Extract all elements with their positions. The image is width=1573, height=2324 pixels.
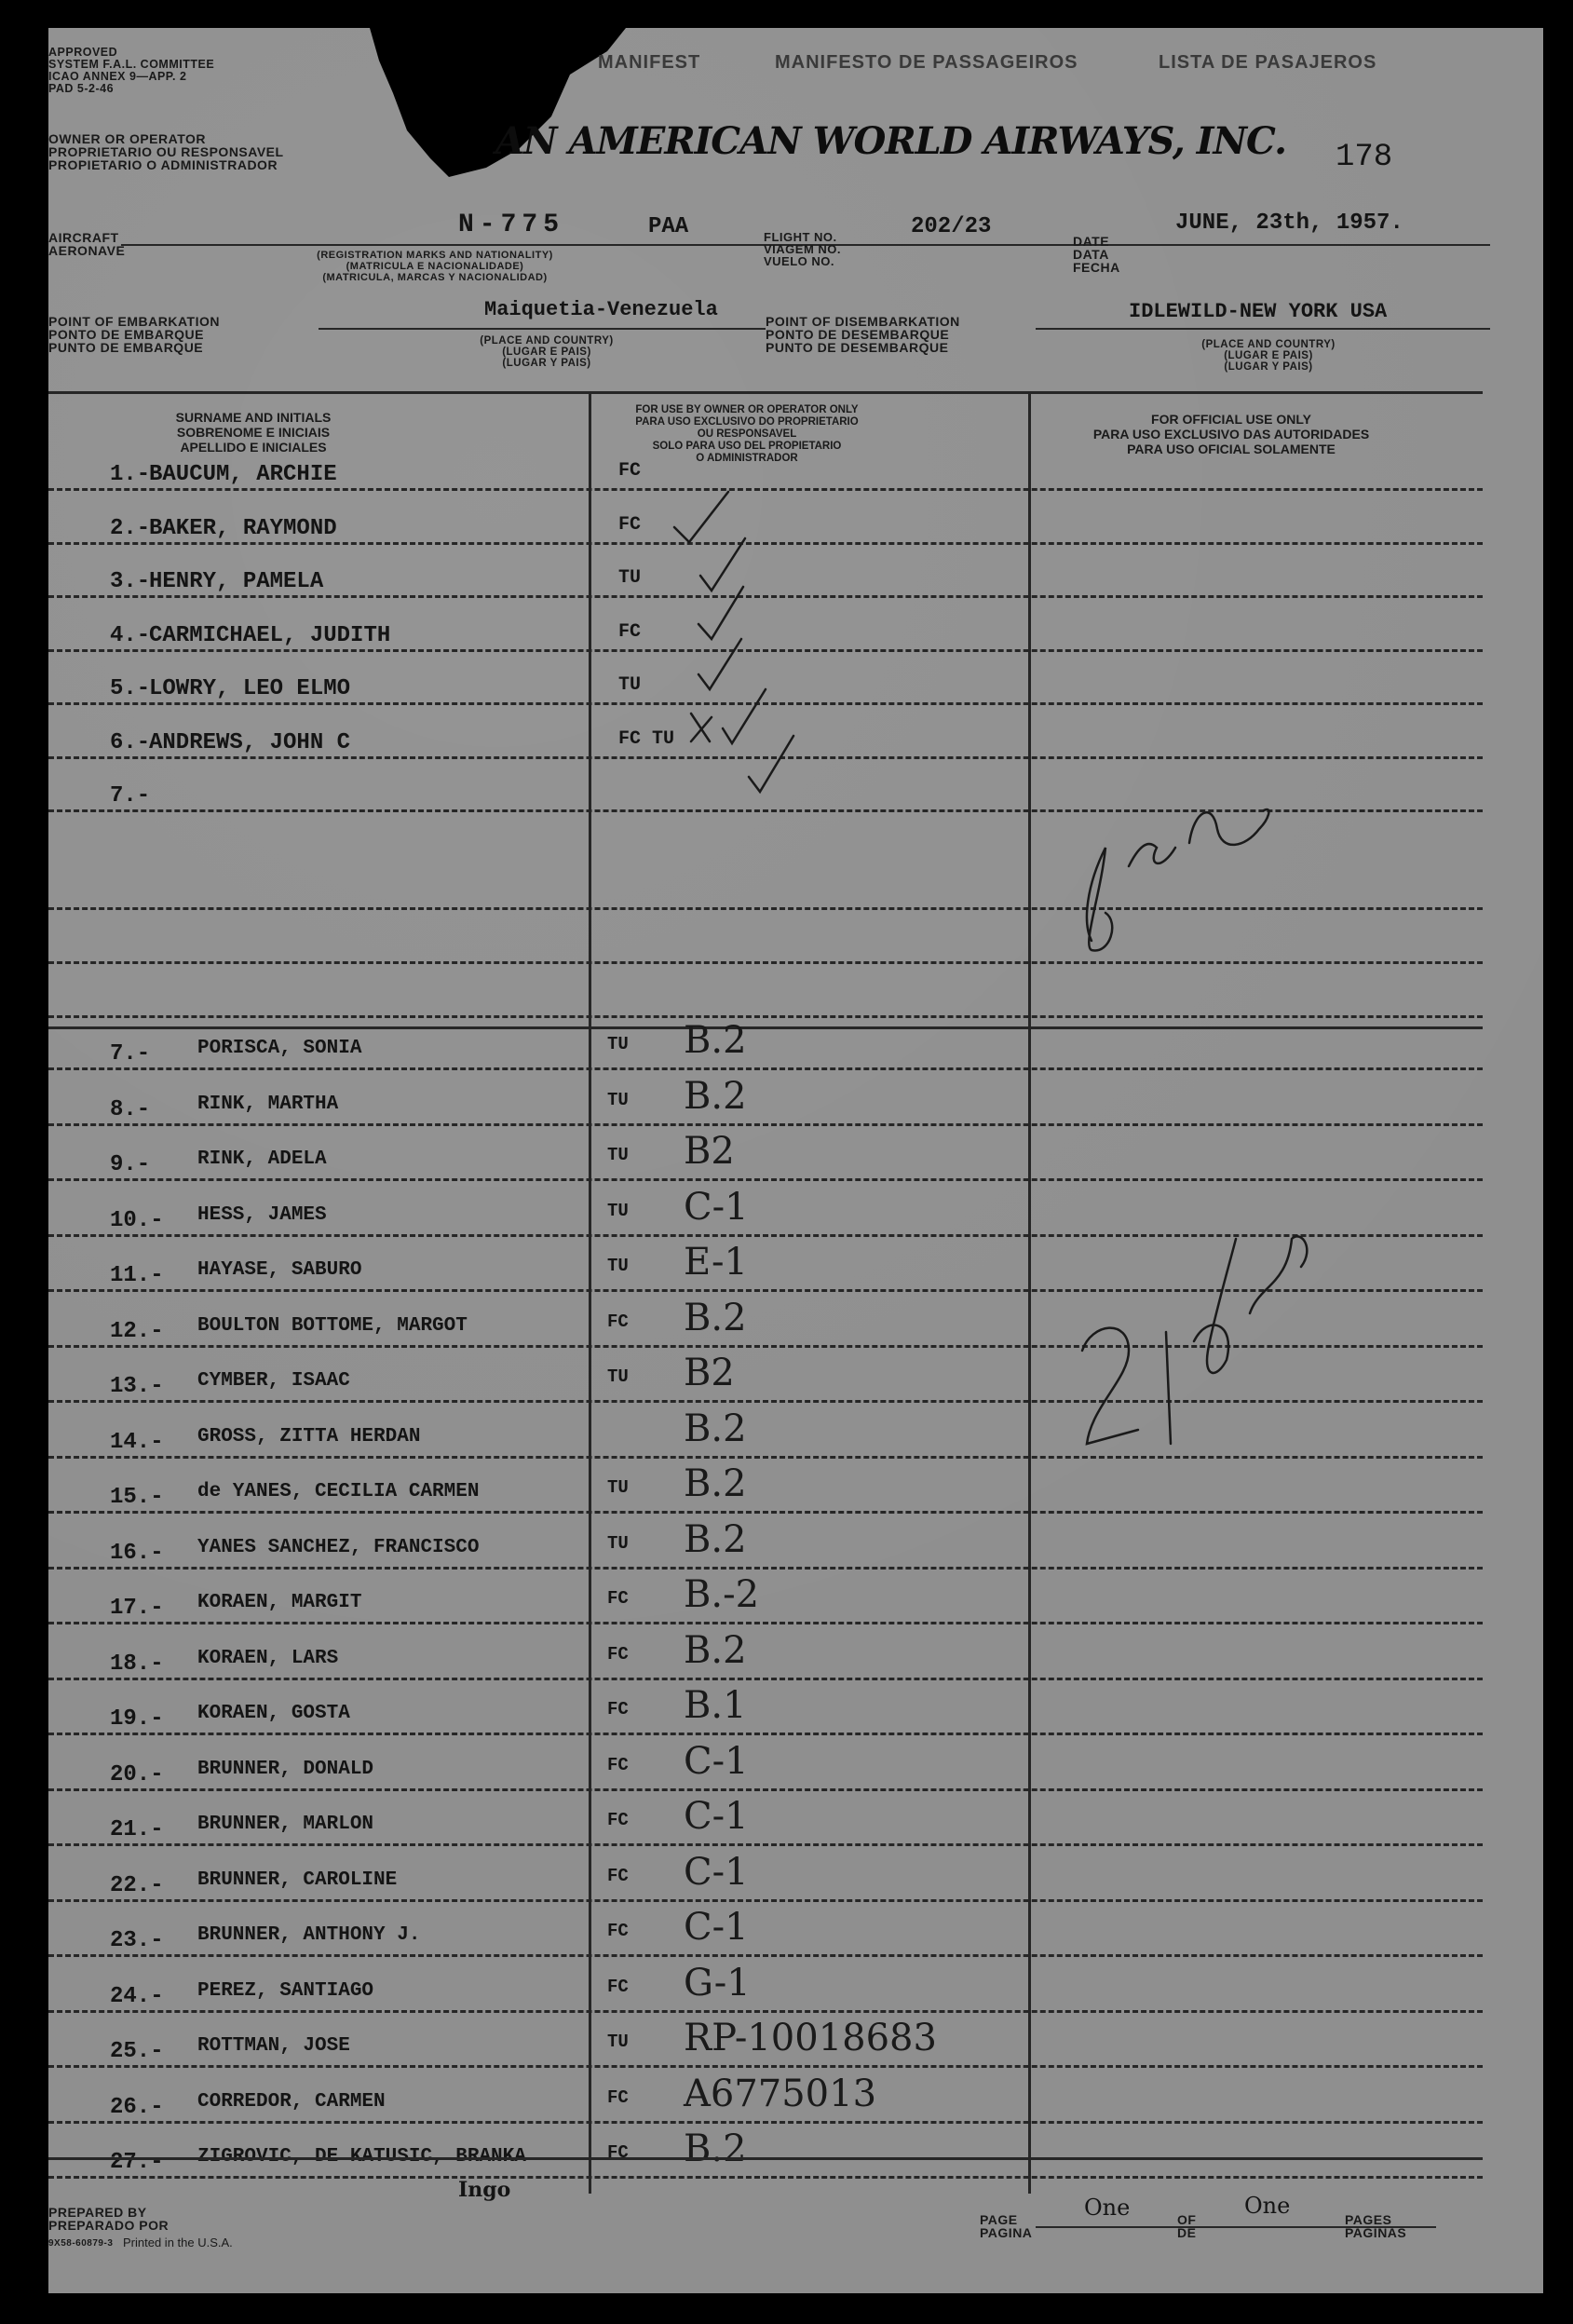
passenger-name: RINK, ADELA (197, 1148, 327, 1170)
passenger-name: YANES SANCHEZ, FRANCISCO (197, 1536, 480, 1558)
passenger-name: RINK, MARTHA (197, 1093, 339, 1115)
class-code: FC (607, 2086, 629, 2108)
disembark-place-labels: (PLACE AND COUNTRY) (LUGAR E PAIS) (LUGAR Y PAIS) (1201, 339, 1336, 373)
row-number: 14.- (110, 1429, 164, 1455)
row-rule (48, 1622, 1483, 1624)
seat-note: C-1 (684, 1906, 749, 1949)
row-number: 25.- (110, 2039, 164, 2064)
class-code: TU (607, 1034, 629, 1054)
passenger-name: ROTTMAN, JOSE (197, 2035, 350, 2057)
passenger-name: de YANES, CECILIA CARMEN (197, 1481, 480, 1502)
passenger-name: CORREDOR, CARMEN (197, 2090, 386, 2113)
row-number: 16.- (110, 1540, 164, 1566)
class-code: FC (607, 1810, 629, 1830)
seat-note: B.2 (684, 1019, 747, 1062)
row-number: 6.- (110, 729, 151, 755)
row-number: 18.- (110, 1651, 164, 1677)
passenger-name: LOWRY, LEO ELMO (149, 676, 351, 701)
embark-value: Maiquetia-Venezuela (484, 298, 718, 321)
row-number: 20.- (110, 1761, 164, 1787)
passenger-name: ANDREWS, JOHN C (149, 729, 351, 755)
of-value: One (1244, 2193, 1291, 2219)
seat-note: B.2 (684, 1517, 747, 1561)
embark-place-labels: (PLACE AND COUNTRY) (LUGAR E PAIS) (LUGAR Y PAIS) (480, 335, 614, 369)
row-rule (48, 907, 1483, 910)
seat-note: B2 (684, 1352, 735, 1394)
passenger-name: BOULTON BOTTOME, MARGOT (197, 1314, 468, 1337)
operator-value: PAA (648, 214, 689, 239)
pages-labels: PAGES PAGINAS (1345, 2212, 1407, 2240)
flight-value: 202/23 (911, 214, 992, 239)
col-divider-2 (1028, 391, 1031, 2194)
row-rule (48, 1788, 1483, 1791)
form-code: 9X58-60879-3 (48, 2238, 114, 2249)
section-rule (48, 1026, 1483, 1029)
airline-name: AN AMERICAN WORLD AIRWAYS, INC. (495, 119, 1287, 163)
embark-underline (319, 328, 766, 330)
class-code: TU (618, 674, 642, 696)
manifest-sheet (48, 28, 1543, 2293)
row-rule (48, 2121, 1483, 2124)
row-rule (48, 1511, 1483, 1514)
page-value: One (1084, 2195, 1131, 2221)
row-number: 17.- (110, 1596, 164, 1621)
row-rule (48, 809, 1483, 812)
row-rule (48, 1954, 1483, 1957)
seat-note: C-1 (684, 1185, 749, 1229)
row-number: 11.- (110, 1263, 164, 1288)
class-code: FC (618, 620, 642, 643)
class-code: TU (607, 1200, 629, 1221)
row-number: 4.- (110, 622, 151, 648)
passenger-name: HENRY, PAMELA (149, 569, 324, 594)
row-number: 27.- (110, 2150, 164, 2175)
seat-note: B.1 (684, 1684, 747, 1727)
class-code: FC (607, 1588, 629, 1609)
seat-note: B.2 (684, 1074, 747, 1118)
seat-note: C-1 (684, 1739, 749, 1783)
disembark-underline (1036, 328, 1490, 330)
embark-labels: POINT OF EMBARKATION PONTO DE EMBARQUE PUNTO DE EMBARQUE (48, 314, 220, 355)
seat-note: A6775013 (684, 2072, 877, 2115)
seat-note: C-1 (684, 1850, 749, 1894)
seat-note: B.2 (684, 2127, 747, 2170)
seat-note: B.-2 (684, 1573, 760, 1616)
seat-note: RP-10018683 (684, 2017, 937, 2059)
header-rule (48, 391, 1483, 394)
page-number: 178 (1336, 140, 1393, 175)
passenger-name: BAUCUM, ARCHIE (149, 462, 337, 487)
owner-col-header: FOR USE BY OWNER OR OPERATOR ONLY PARA USO EXCLUSIVO DO PROPRIETARIO OU RESPONSAVEL SOLO PARA USO DEL PROPIETARIO O ADMINISTRADOR (635, 404, 859, 464)
row-rule (48, 1123, 1483, 1126)
passenger-name: BRUNNER, CAROLINE (197, 1869, 398, 1891)
page-labels: PAGE PAGINA (980, 2212, 1033, 2240)
seat-note: B.2 (684, 1462, 747, 1505)
check-2 (700, 538, 745, 591)
surname-col-header: SURNAME AND INITIALS SOBRENOME E INICIAIS APELLIDO E INICIALES (175, 410, 332, 455)
row-number: 7.- (110, 783, 151, 809)
row-number: 22.- (110, 1872, 164, 1898)
disembark-labels: POINT OF DISEMBARKATION PONTO DE DESEMBARQUE PUNTO DE DESEMBARQUE (766, 314, 960, 355)
row-rule (48, 756, 1483, 759)
manifest-title: MANIFEST (598, 52, 701, 73)
printed-note: Printed in the U.S.A. (123, 2236, 233, 2249)
passenger-name: BAKER, RAYMOND (149, 515, 337, 541)
class-code: FC (607, 1865, 629, 1886)
passenger-name: CARMICHAEL, JUDITH (149, 622, 391, 648)
registration-value: N-775 (458, 211, 565, 239)
passenger-name: BRUNNER, ANTHONY J. (197, 1924, 421, 1946)
class-code: TU (607, 1089, 629, 1110)
row-number: 19.- (110, 1706, 164, 1732)
passenger-name: KORAEN, GOSTA (197, 1703, 350, 1724)
row-number: 12.- (110, 1318, 164, 1344)
class-code: FC (607, 1921, 629, 1941)
flight-labels: FLIGHT NO. VIAGEM NO. VUELO NO. (764, 230, 842, 268)
seat-note: C-1 (684, 1795, 749, 1838)
class-code: TU (607, 2032, 629, 2052)
passenger-name: BRUNNER, MARLON (197, 1814, 374, 1835)
prepared-labels: PREPARED BY PREPARADO POR (48, 2205, 170, 2233)
seat-note: B2 (684, 1130, 735, 1173)
row-number: 7.- (110, 1041, 151, 1067)
row-rule (48, 1843, 1483, 1846)
class-code: FC (607, 1311, 629, 1332)
row-number: 2.- (110, 515, 151, 541)
row-number: 3.- (110, 569, 151, 594)
row-rule (48, 542, 1483, 545)
manifest-title-pt: MANIFESTO DE PASSAGEIROS (775, 52, 1078, 73)
row-rule (48, 1067, 1483, 1070)
row-rule (48, 961, 1483, 964)
passenger-name: KORAEN, MARGIT (197, 1592, 362, 1613)
row-number: 5.- (110, 676, 151, 701)
passenger-name: PORISCA, SONIA (197, 1038, 362, 1059)
passenger-name: KORAEN, LARS (197, 1647, 339, 1669)
class-code: TU (607, 1366, 629, 1387)
row-rule (48, 1178, 1483, 1181)
passenger-name: CYMBER, ISAAC (197, 1370, 350, 1392)
class-code: TU (607, 1145, 629, 1165)
row-number: 1.- (110, 462, 151, 487)
row-number: 8.- (110, 1096, 151, 1122)
row-rule (48, 702, 1483, 705)
row-rule (48, 2176, 1483, 2179)
row-rule (48, 649, 1483, 652)
class-code: TU (607, 1256, 629, 1276)
row-rule (48, 1456, 1483, 1459)
class-code: FC TU (618, 727, 675, 750)
class-code: TU (618, 567, 642, 589)
passenger-name: HAYASE, SABURO (197, 1259, 362, 1281)
row-number: 24.- (110, 1983, 164, 2009)
row-number: 15.- (110, 1485, 164, 1510)
row-rule (48, 1234, 1483, 1237)
passenger-name: PEREZ, SANTIAGO (197, 1979, 374, 2002)
date-labels: DATE DATA FECHA (1073, 234, 1120, 275)
class-code: FC (607, 1976, 629, 1997)
passenger-name: HESS, JAMES (197, 1203, 327, 1226)
owner-labels: OWNER OR OPERATOR PROPRIETARIO OU RESPONSAVEL PROPIETARIO O ADMINISTRADOR (48, 131, 284, 172)
seat-note: E-1 (684, 1241, 748, 1284)
registration-labels: (REGISTRATION MARKS AND NATIONALITY) (MATRICULA E NACIONALIDADE) (MATRICULA, MARCAS Y NACIONALIDAD) (317, 250, 553, 283)
of-labels: OF DE (1177, 2212, 1197, 2240)
passenger-name: ZIGROVIC, DE KATUSIC, BRANKA (197, 2146, 526, 2168)
class-code: FC (607, 1754, 629, 1775)
row-rule (48, 1345, 1483, 1348)
row-rule (48, 2010, 1483, 2013)
class-code: FC (618, 460, 642, 482)
class-code: TU (607, 1532, 629, 1554)
row-rule (48, 1678, 1483, 1680)
bottom-rule (48, 2157, 1483, 2160)
class-code: FC (607, 1699, 629, 1719)
approval-block: APPROVED SYSTEM F.A.L. COMMITTEE ICAO ANNEX 9—APP. 2 PAD 5-2-46 (48, 46, 215, 95)
row-rule (48, 1289, 1483, 1292)
seat-note: G-1 (684, 1961, 751, 2005)
row-number: 21.- (110, 1817, 164, 1842)
row-rule (48, 2065, 1483, 2068)
class-code: FC (607, 2142, 629, 2163)
passenger-name: BRUNNER, DONALD (197, 1758, 374, 1780)
row-rule (48, 1733, 1483, 1735)
seat-note: B.2 (684, 1407, 747, 1450)
row-number: 13.- (110, 1374, 164, 1399)
class-code: TU (607, 1477, 629, 1498)
date-value: JUNE, 23th, 1957. (1175, 211, 1403, 236)
row-number: 9.- (110, 1152, 151, 1177)
row-number: 10.- (110, 1207, 164, 1233)
col-divider-1 (589, 391, 591, 2194)
manifest-title-es: LISTA DE PASAJEROS (1159, 52, 1377, 73)
check-1 (674, 492, 728, 542)
seat-note: B.2 (684, 1628, 747, 1672)
row-rule (48, 1400, 1483, 1403)
seat-note: B.2 (684, 1296, 747, 1339)
class-code: FC (618, 513, 642, 536)
passenger-name: GROSS, ZITTA HERDAN (197, 1425, 421, 1447)
aircraft-labels: AIRCRAFT AERONAVE (48, 230, 126, 258)
class-code: FC (607, 1643, 629, 1665)
signature: Ingo (458, 2178, 511, 2202)
row-number: 26.- (110, 2094, 164, 2120)
row-rule (48, 595, 1483, 598)
row-number: 23.- (110, 1928, 164, 1953)
row-rule (48, 1015, 1483, 1018)
row-rule (48, 1567, 1483, 1570)
row-rule (48, 1899, 1483, 1902)
official-col-header: FOR OFFICIAL USE ONLY PARA USO EXCLUSIVO DAS AUTORIDADES PARA USO OFICIAL SOLAMENTE (1092, 412, 1370, 456)
disembark-value: IDLEWILD-NEW YORK USA (1129, 300, 1388, 323)
row-rule (48, 488, 1483, 491)
